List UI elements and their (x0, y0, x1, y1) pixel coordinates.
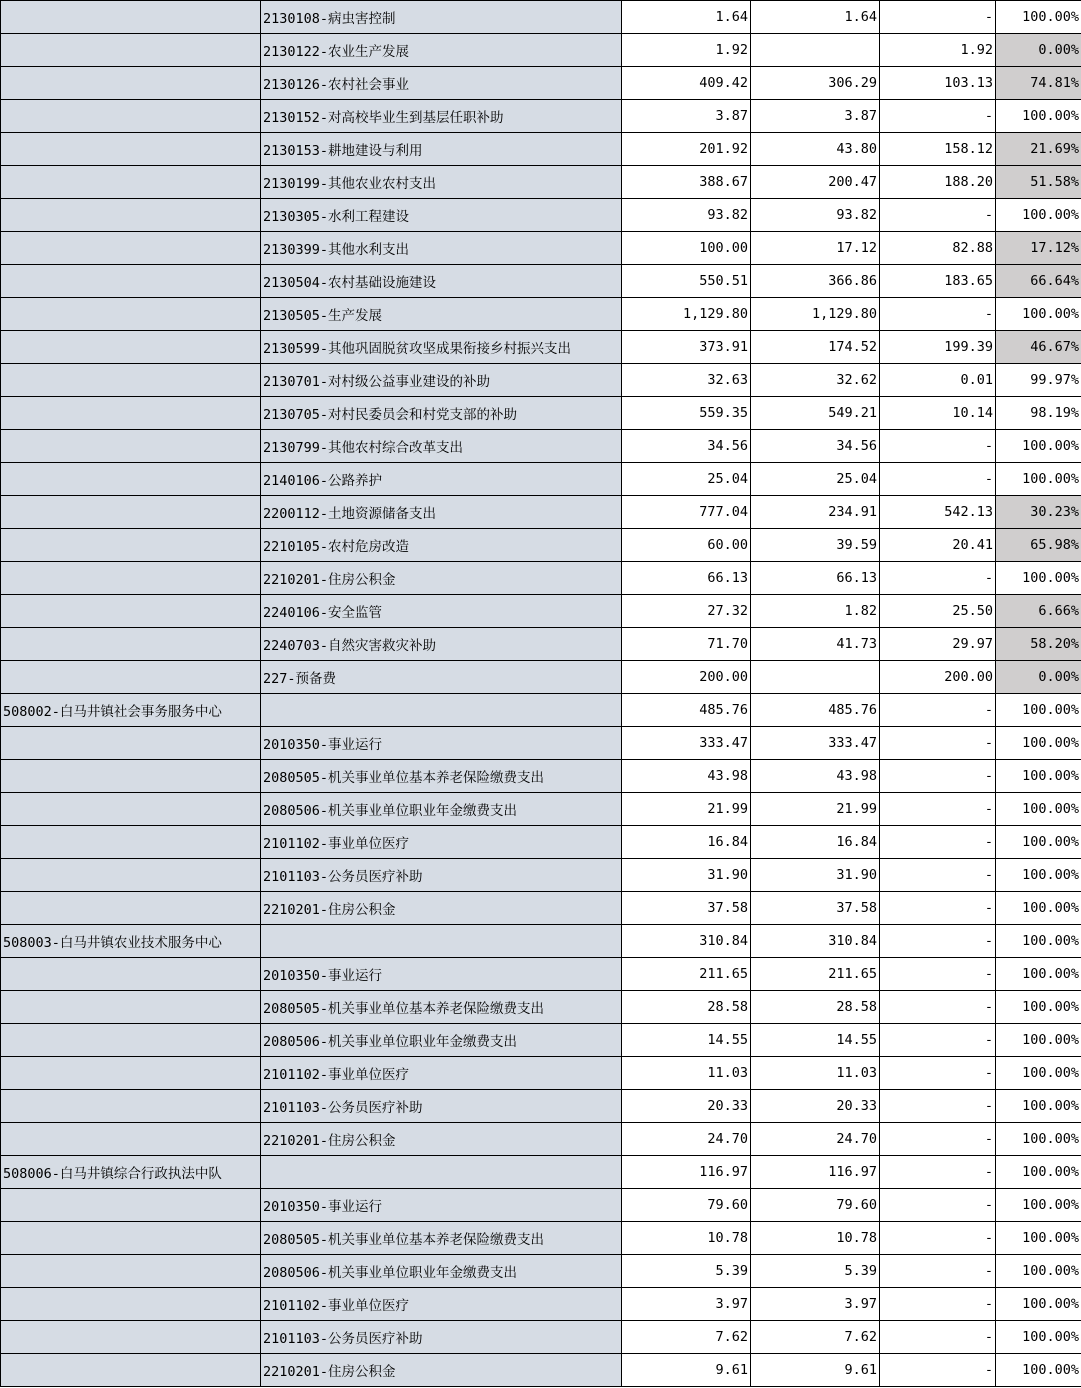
item-cell: 2130705-对村民委员会和村党支部的补助 (261, 397, 622, 430)
unit-cell (1, 1090, 261, 1123)
difference-cell: 20.41 (880, 529, 996, 562)
difference-cell: - (880, 1354, 996, 1387)
difference-cell: 199.39 (880, 331, 996, 364)
actual-cell: 9.61 (751, 1354, 880, 1387)
rate-cell: 100.00% (996, 925, 1081, 958)
actual-cell: 31.90 (751, 859, 880, 892)
table-row (1, 463, 1081, 496)
actual-cell: 14.55 (751, 1024, 880, 1057)
difference-cell: - (880, 925, 996, 958)
unit-cell (1, 892, 261, 925)
rate-cell: 0.00% (996, 34, 1081, 67)
actual-cell: 24.70 (751, 1123, 880, 1156)
budget-cell: 388.67 (622, 166, 751, 199)
budget-cell: 310.84 (622, 925, 751, 958)
rate-cell: 0.00% (996, 661, 1081, 694)
rate-cell: 51.58% (996, 166, 1081, 199)
unit-cell: 508006-白马井镇综合行政执法中队 (1, 1156, 261, 1189)
rate-cell: 100.00% (996, 793, 1081, 826)
unit-cell (1, 133, 261, 166)
item-cell: 2101102-事业单位医疗 (261, 826, 622, 859)
table-row (1, 1354, 1081, 1387)
item-cell: 2130152-对高校毕业生到基层任职补助 (261, 100, 622, 133)
actual-cell: 549.21 (751, 397, 880, 430)
unit-cell (1, 727, 261, 760)
budget-cell: 5.39 (622, 1255, 751, 1288)
unit-cell (1, 232, 261, 265)
table-row (1, 265, 1081, 298)
item-cell: 2010350-事业运行 (261, 727, 622, 760)
item-cell: 2101103-公务员医疗补助 (261, 859, 622, 892)
table-row (1, 34, 1081, 67)
table-row (1, 166, 1081, 199)
difference-cell: - (880, 727, 996, 760)
difference-cell: 0.01 (880, 364, 996, 397)
item-cell: 2080506-机关事业单位职业年金缴费支出 (261, 793, 622, 826)
difference-cell: 158.12 (880, 133, 996, 166)
budget-cell: 20.33 (622, 1090, 751, 1123)
table-row (1, 760, 1081, 793)
item-cell: 2210201-住房公积金 (261, 892, 622, 925)
actual-cell: 25.04 (751, 463, 880, 496)
unit-cell: 508003-白马井镇农业技术服务中心 (1, 925, 261, 958)
actual-cell: 20.33 (751, 1090, 880, 1123)
rate-cell: 100.00% (996, 1156, 1081, 1189)
item-cell (261, 925, 622, 958)
actual-cell: 79.60 (751, 1189, 880, 1222)
rate-cell: 100.00% (996, 1189, 1081, 1222)
rate-cell: 100.00% (996, 1288, 1081, 1321)
actual-cell: 7.62 (751, 1321, 880, 1354)
difference-cell: 188.20 (880, 166, 996, 199)
actual-cell: 39.59 (751, 529, 880, 562)
actual-cell: 485.76 (751, 694, 880, 727)
rate-cell: 100.00% (996, 727, 1081, 760)
table-row (1, 496, 1081, 529)
rate-cell: 100.00% (996, 199, 1081, 232)
table-row (1, 859, 1081, 892)
table-row (1, 199, 1081, 232)
difference-cell: - (880, 1, 996, 34)
actual-cell: 211.65 (751, 958, 880, 991)
rate-cell: 100.00% (996, 100, 1081, 133)
budget-cell: 211.65 (622, 958, 751, 991)
table-row (1, 958, 1081, 991)
item-cell: 2130305-水利工程建设 (261, 199, 622, 232)
table-row (1, 430, 1081, 463)
budget-cell: 333.47 (622, 727, 751, 760)
difference-cell: - (880, 859, 996, 892)
rate-cell: 100.00% (996, 1354, 1081, 1387)
rate-cell: 30.23% (996, 496, 1081, 529)
actual-cell: 10.78 (751, 1222, 880, 1255)
budget-cell: 485.76 (622, 694, 751, 727)
difference-cell: - (880, 1288, 996, 1321)
difference-cell: 200.00 (880, 661, 996, 694)
actual-cell (751, 661, 880, 694)
actual-cell: 306.29 (751, 67, 880, 100)
item-cell: 2010350-事业运行 (261, 958, 622, 991)
table-row (1, 1255, 1081, 1288)
difference-cell: - (880, 958, 996, 991)
table-body (1, 1, 1081, 1387)
unit-cell (1, 1057, 261, 1090)
difference-cell: - (880, 1222, 996, 1255)
rate-cell: 100.00% (996, 463, 1081, 496)
budget-cell: 24.70 (622, 1123, 751, 1156)
table-row (1, 298, 1081, 331)
unit-cell (1, 1222, 261, 1255)
actual-cell: 1.64 (751, 1, 880, 34)
unit-cell (1, 1, 261, 34)
budget-cell: 1,129.80 (622, 298, 751, 331)
item-cell: 2240703-自然灾害救灾补助 (261, 628, 622, 661)
rate-cell: 100.00% (996, 958, 1081, 991)
difference-cell: - (880, 694, 996, 727)
actual-cell: 11.03 (751, 1057, 880, 1090)
budget-cell: 66.13 (622, 562, 751, 595)
item-cell: 2130108-病虫害控制 (261, 1, 622, 34)
table-row (1, 595, 1081, 628)
difference-cell: 542.13 (880, 496, 996, 529)
rate-cell: 100.00% (996, 1321, 1081, 1354)
unit-cell (1, 364, 261, 397)
table-row (1, 133, 1081, 166)
rate-cell: 74.81% (996, 67, 1081, 100)
item-cell: 2130799-其他农村综合改革支出 (261, 430, 622, 463)
budget-cell: 3.87 (622, 100, 751, 133)
rate-cell: 58.20% (996, 628, 1081, 661)
budget-cell: 7.62 (622, 1321, 751, 1354)
table-row (1, 1123, 1081, 1156)
budget-cell: 16.84 (622, 826, 751, 859)
unit-cell (1, 1189, 261, 1222)
item-cell: 2080506-机关事业单位职业年金缴费支出 (261, 1255, 622, 1288)
budget-cell: 34.56 (622, 430, 751, 463)
difference-cell: - (880, 1024, 996, 1057)
item-cell: 2210105-农村危房改造 (261, 529, 622, 562)
table-row (1, 892, 1081, 925)
item-cell (261, 694, 622, 727)
actual-cell: 43.80 (751, 133, 880, 166)
actual-cell: 37.58 (751, 892, 880, 925)
actual-cell: 16.84 (751, 826, 880, 859)
budget-cell: 27.32 (622, 595, 751, 628)
actual-cell (751, 34, 880, 67)
table-row (1, 562, 1081, 595)
unit-cell (1, 1288, 261, 1321)
budget-cell: 60.00 (622, 529, 751, 562)
budget-cell: 28.58 (622, 991, 751, 1024)
unit-cell (1, 826, 261, 859)
table-row (1, 1, 1081, 34)
budget-cell: 550.51 (622, 265, 751, 298)
item-cell: 2130599-其他巩固脱贫攻坚成果衔接乡村振兴支出 (261, 331, 622, 364)
item-cell: 2210201-住房公积金 (261, 1123, 622, 1156)
item-cell: 2080505-机关事业单位基本养老保险缴费支出 (261, 1222, 622, 1255)
actual-cell: 1.82 (751, 595, 880, 628)
rate-cell: 17.12% (996, 232, 1081, 265)
item-cell: 2130399-其他水利支出 (261, 232, 622, 265)
table-row (1, 397, 1081, 430)
item-cell: 2101102-事业单位医疗 (261, 1057, 622, 1090)
budget-cell: 21.99 (622, 793, 751, 826)
unit-cell (1, 661, 261, 694)
unit-cell (1, 463, 261, 496)
unit-cell (1, 595, 261, 628)
actual-cell: 28.58 (751, 991, 880, 1024)
table-row (1, 1189, 1081, 1222)
budget-cell: 43.98 (622, 760, 751, 793)
budget-cell: 93.82 (622, 199, 751, 232)
unit-cell (1, 958, 261, 991)
table-row (1, 1156, 1081, 1189)
difference-cell: - (880, 463, 996, 496)
item-cell: 2101102-事业单位医疗 (261, 1288, 622, 1321)
table-row (1, 331, 1081, 364)
budget-cell: 32.63 (622, 364, 751, 397)
budget-cell: 3.97 (622, 1288, 751, 1321)
budget-cell: 9.61 (622, 1354, 751, 1387)
actual-cell: 3.87 (751, 100, 880, 133)
unit-cell (1, 1123, 261, 1156)
table-row (1, 67, 1081, 100)
budget-cell: 100.00 (622, 232, 751, 265)
item-cell: 2130126-农村社会事业 (261, 67, 622, 100)
rate-cell: 98.19% (996, 397, 1081, 430)
table-row (1, 1057, 1081, 1090)
difference-cell: - (880, 100, 996, 133)
item-cell: 2210201-住房公积金 (261, 1354, 622, 1387)
actual-cell: 234.91 (751, 496, 880, 529)
unit-cell (1, 562, 261, 595)
unit-cell (1, 265, 261, 298)
rate-cell: 100.00% (996, 892, 1081, 925)
table-row (1, 529, 1081, 562)
table-row (1, 793, 1081, 826)
item-cell: 227-预备费 (261, 661, 622, 694)
rate-cell: 99.97% (996, 364, 1081, 397)
item-cell: 2130199-其他农业农村支出 (261, 166, 622, 199)
unit-cell (1, 166, 261, 199)
item-cell: 2101103-公务员医疗补助 (261, 1321, 622, 1354)
unit-cell (1, 760, 261, 793)
difference-cell: 10.14 (880, 397, 996, 430)
table-row (1, 1024, 1081, 1057)
unit-cell (1, 199, 261, 232)
rate-cell: 100.00% (996, 430, 1081, 463)
unit-cell (1, 1321, 261, 1354)
budget-cell: 116.97 (622, 1156, 751, 1189)
unit-cell (1, 496, 261, 529)
unit-cell (1, 859, 261, 892)
unit-cell (1, 430, 261, 463)
table-row (1, 232, 1081, 265)
budget-cell: 409.42 (622, 67, 751, 100)
budget-cell: 79.60 (622, 1189, 751, 1222)
unit-cell (1, 991, 261, 1024)
actual-cell: 200.47 (751, 166, 880, 199)
difference-cell: 29.97 (880, 628, 996, 661)
item-cell: 2140106-公路养护 (261, 463, 622, 496)
actual-cell: 1,129.80 (751, 298, 880, 331)
item-cell: 2080505-机关事业单位基本养老保险缴费支出 (261, 991, 622, 1024)
difference-cell: - (880, 991, 996, 1024)
difference-cell: 82.88 (880, 232, 996, 265)
table-row (1, 661, 1081, 694)
rate-cell: 100.00% (996, 562, 1081, 595)
rate-cell: 100.00% (996, 298, 1081, 331)
actual-cell: 174.52 (751, 331, 880, 364)
rate-cell: 65.98% (996, 529, 1081, 562)
item-cell: 2130153-耕地建设与利用 (261, 133, 622, 166)
actual-cell: 32.62 (751, 364, 880, 397)
budget-cell: 559.35 (622, 397, 751, 430)
unit-cell (1, 628, 261, 661)
item-cell: 2240106-安全监管 (261, 595, 622, 628)
budget-cell: 10.78 (622, 1222, 751, 1255)
difference-cell: - (880, 1255, 996, 1288)
difference-cell: - (880, 562, 996, 595)
budget-cell: 71.70 (622, 628, 751, 661)
budget-cell: 31.90 (622, 859, 751, 892)
actual-cell: 34.56 (751, 430, 880, 463)
budget-cell: 201.92 (622, 133, 751, 166)
unit-cell (1, 331, 261, 364)
unit-cell (1, 397, 261, 430)
rate-cell: 46.67% (996, 331, 1081, 364)
item-cell: 2130505-生产发展 (261, 298, 622, 331)
table-row (1, 1288, 1081, 1321)
rate-cell: 100.00% (996, 694, 1081, 727)
rate-cell: 21.69% (996, 133, 1081, 166)
difference-cell: - (880, 760, 996, 793)
budget-cell: 37.58 (622, 892, 751, 925)
difference-cell: - (880, 298, 996, 331)
difference-cell: - (880, 1189, 996, 1222)
item-cell: 2130701-对村级公益事业建设的补助 (261, 364, 622, 397)
rate-cell: 100.00% (996, 1222, 1081, 1255)
unit-cell (1, 1255, 261, 1288)
unit-cell (1, 34, 261, 67)
actual-cell: 93.82 (751, 199, 880, 232)
table-row (1, 1222, 1081, 1255)
unit-cell (1, 298, 261, 331)
difference-cell: - (880, 1321, 996, 1354)
actual-cell: 41.73 (751, 628, 880, 661)
table-row (1, 1321, 1081, 1354)
actual-cell: 5.39 (751, 1255, 880, 1288)
unit-cell (1, 67, 261, 100)
actual-cell: 366.86 (751, 265, 880, 298)
budget-cell: 777.04 (622, 496, 751, 529)
budget-cell: 1.64 (622, 1, 751, 34)
item-cell: 2080505-机关事业单位基本养老保险缴费支出 (261, 760, 622, 793)
unit-cell (1, 1354, 261, 1387)
difference-cell: 25.50 (880, 595, 996, 628)
item-cell: 2080506-机关事业单位职业年金缴费支出 (261, 1024, 622, 1057)
item-cell: 2130504-农村基础设施建设 (261, 265, 622, 298)
difference-cell: - (880, 199, 996, 232)
budget-cell: 200.00 (622, 661, 751, 694)
rate-cell: 100.00% (996, 1057, 1081, 1090)
rate-cell: 100.00% (996, 826, 1081, 859)
table-row (1, 925, 1081, 958)
unit-cell: 508002-白马井镇社会事务服务中心 (1, 694, 261, 727)
difference-cell: - (880, 1057, 996, 1090)
rate-cell: 100.00% (996, 1024, 1081, 1057)
budget-cell: 1.92 (622, 34, 751, 67)
difference-cell: 103.13 (880, 67, 996, 100)
item-cell: 2200112-土地资源储备支出 (261, 496, 622, 529)
difference-cell: - (880, 1090, 996, 1123)
budget-cell: 373.91 (622, 331, 751, 364)
rate-cell: 100.00% (996, 760, 1081, 793)
actual-cell: 17.12 (751, 232, 880, 265)
item-cell: 2130122-农业生产发展 (261, 34, 622, 67)
rate-cell: 100.00% (996, 1123, 1081, 1156)
item-cell: 2010350-事业运行 (261, 1189, 622, 1222)
table-row (1, 727, 1081, 760)
rate-cell: 6.66% (996, 595, 1081, 628)
actual-cell: 43.98 (751, 760, 880, 793)
actual-cell: 333.47 (751, 727, 880, 760)
actual-cell: 3.97 (751, 1288, 880, 1321)
difference-cell: 183.65 (880, 265, 996, 298)
rate-cell: 100.00% (996, 859, 1081, 892)
item-cell: 2210201-住房公积金 (261, 562, 622, 595)
actual-cell: 116.97 (751, 1156, 880, 1189)
rate-cell: 100.00% (996, 1, 1081, 34)
actual-cell: 310.84 (751, 925, 880, 958)
item-cell: 2101103-公务员医疗补助 (261, 1090, 622, 1123)
difference-cell: - (880, 793, 996, 826)
difference-cell: - (880, 430, 996, 463)
rate-cell: 66.64% (996, 265, 1081, 298)
difference-cell: - (880, 1123, 996, 1156)
difference-cell: - (880, 892, 996, 925)
table-row (1, 991, 1081, 1024)
item-cell (261, 1156, 622, 1189)
table-row (1, 1090, 1081, 1123)
table-row (1, 694, 1081, 727)
table-row (1, 628, 1081, 661)
table-row (1, 100, 1081, 133)
budget-cell: 25.04 (622, 463, 751, 496)
difference-cell: - (880, 1156, 996, 1189)
actual-cell: 21.99 (751, 793, 880, 826)
unit-cell (1, 100, 261, 133)
budget-cell: 14.55 (622, 1024, 751, 1057)
table-row (1, 364, 1081, 397)
rate-cell: 100.00% (996, 1090, 1081, 1123)
rate-cell: 100.00% (996, 1255, 1081, 1288)
rate-cell: 100.00% (996, 991, 1081, 1024)
unit-cell (1, 1024, 261, 1057)
difference-cell: - (880, 826, 996, 859)
difference-cell: 1.92 (880, 34, 996, 67)
unit-cell (1, 529, 261, 562)
table-row (1, 826, 1081, 859)
budget-cell: 11.03 (622, 1057, 751, 1090)
unit-cell (1, 793, 261, 826)
actual-cell: 66.13 (751, 562, 880, 595)
